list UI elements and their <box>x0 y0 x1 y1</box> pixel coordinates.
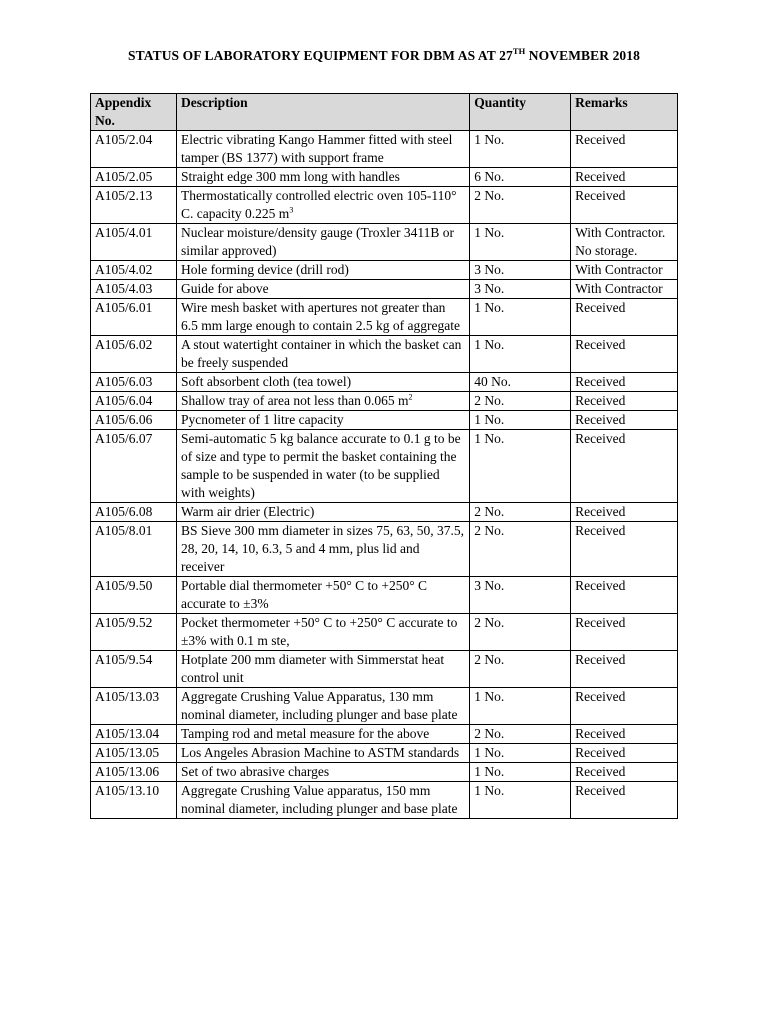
cell-description-text: BS Sieve 300 mm diameter in sizes 75, 63, 50, 37.5, 28, 20, 14, 10, 6.3, 5 and 4 mm, plus lid and receiver <box>180 523 465 574</box>
cell-description <box>176 763 469 782</box>
cell-remarks <box>571 168 678 187</box>
table-row <box>91 688 678 725</box>
cell-remarks-text: Received <box>575 615 626 630</box>
cell-appendix <box>91 373 177 392</box>
cell-remarks <box>571 651 678 688</box>
cell-appendix <box>91 744 177 763</box>
table-row <box>91 614 678 651</box>
cell-quantity <box>470 614 571 651</box>
document-title <box>0 45 768 64</box>
table-row <box>91 261 678 280</box>
cell-quantity-text: 1 No. <box>474 764 505 779</box>
cell-quantity-text: 2 No. <box>474 393 505 408</box>
cell-description-text: Pocket thermometer +50° C to +250° C accurate to ±3% with 0.1 m ste, <box>180 615 458 648</box>
cell-description <box>176 131 469 168</box>
cell-remarks-text: Received <box>575 652 626 667</box>
cell-remarks-text: Received <box>575 169 626 184</box>
cell-remarks <box>571 336 678 373</box>
table-body <box>91 131 678 819</box>
cell-description-text: Tamping rod and metal measure for the above <box>180 726 430 741</box>
cell-quantity-text: 3 No. <box>474 281 505 296</box>
cell-appendix-text: A105/4.01 <box>95 225 153 240</box>
cell-appendix-text: A105/9.54 <box>95 652 153 667</box>
cell-appendix-text: A105/13.06 <box>95 764 160 779</box>
cell-quantity-text: 1 No. <box>474 300 505 315</box>
table-row <box>91 280 678 299</box>
cell-remarks-text: With Contractor. No storage. <box>575 225 666 258</box>
cell-quantity-text: 2 No. <box>474 188 505 203</box>
cell-description <box>176 744 469 763</box>
cell-description-text: Aggregate Crushing Value Apparatus, 130 mm nominal diameter, including plunger and base plate <box>180 689 458 722</box>
cell-remarks-text: Received <box>575 783 626 798</box>
cell-quantity-text: 1 No. <box>474 689 505 704</box>
cell-quantity <box>470 503 571 522</box>
table-row <box>91 187 678 224</box>
cell-remarks <box>571 299 678 336</box>
cell-description <box>176 782 469 819</box>
cell-quantity <box>470 224 571 261</box>
cell-appendix-text: A105/2.13 <box>95 188 153 203</box>
table-header-row <box>91 94 678 131</box>
table-row <box>91 336 678 373</box>
document-title-text: STATUS OF LABORATORY EQUIPMENT FOR DBM AS AT 27 <box>128 48 513 63</box>
cell-remarks-text: Received <box>575 374 626 389</box>
cell-remarks <box>571 725 678 744</box>
cell-quantity <box>470 131 571 168</box>
cell-quantity <box>470 688 571 725</box>
cell-appendix <box>91 392 177 411</box>
cell-appendix-text: A105/13.03 <box>95 689 160 704</box>
cell-remarks-text: Received <box>575 689 626 704</box>
cell-quantity-text: 2 No. <box>474 726 505 741</box>
cell-quantity <box>470 725 571 744</box>
cell-remarks <box>571 763 678 782</box>
cell-quantity-text: 2 No. <box>474 615 505 630</box>
cell-quantity <box>470 411 571 430</box>
header-description: Description <box>176 94 469 131</box>
cell-description <box>176 725 469 744</box>
cell-quantity <box>470 299 571 336</box>
cell-appendix-text: A105/13.10 <box>95 783 160 798</box>
cell-description <box>176 651 469 688</box>
table-row <box>91 430 678 503</box>
table-row <box>91 373 678 392</box>
cell-remarks-text: Received <box>575 504 626 519</box>
cell-appendix <box>91 614 177 651</box>
cell-description-text: Portable dial thermometer +50° C to +250° C accurate to ±3% <box>180 578 428 611</box>
table-row <box>91 299 678 336</box>
cell-appendix <box>91 503 177 522</box>
cell-appendix-text: A105/4.02 <box>95 262 153 277</box>
cell-remarks <box>571 782 678 819</box>
cell-description <box>176 373 469 392</box>
cell-description <box>176 224 469 261</box>
cell-description-text: Shallow tray of area not less than 0.065 m <box>180 393 409 408</box>
cell-description <box>176 168 469 187</box>
header-appendix: Appendix No. <box>91 94 177 131</box>
cell-quantity <box>470 392 571 411</box>
cell-remarks <box>571 503 678 522</box>
cell-description-text: Straight edge 300 mm long with handles <box>180 169 400 184</box>
cell-remarks-text: Received <box>575 745 626 760</box>
cell-remarks <box>571 411 678 430</box>
description-superscript: 2 <box>408 392 413 402</box>
cell-quantity-text: 1 No. <box>474 225 505 240</box>
cell-quantity <box>470 261 571 280</box>
cell-quantity-text: 2 No. <box>474 652 505 667</box>
cell-description <box>176 299 469 336</box>
cell-quantity <box>470 782 571 819</box>
cell-remarks <box>571 614 678 651</box>
document-title-date-text: NOVEMBER 2018 <box>525 48 640 63</box>
cell-remarks <box>571 522 678 577</box>
cell-appendix-text: A105/8.01 <box>95 523 153 538</box>
cell-remarks-text: Received <box>575 337 626 352</box>
cell-quantity <box>470 430 571 503</box>
cell-appendix-text: A105/6.06 <box>95 412 153 427</box>
cell-description <box>176 577 469 614</box>
cell-description-text: Electric vibrating Kango Hammer fitted with steel tamper (BS 1377) with support frame <box>180 132 453 165</box>
table-row <box>91 725 678 744</box>
cell-quantity-text: 1 No. <box>474 745 505 760</box>
cell-description <box>176 336 469 373</box>
cell-remarks <box>571 744 678 763</box>
cell-description-text: Los Angeles Abrasion Machine to ASTM standards <box>180 745 460 760</box>
cell-appendix <box>91 131 177 168</box>
cell-appendix <box>91 299 177 336</box>
cell-appendix <box>91 168 177 187</box>
cell-description <box>176 392 469 411</box>
cell-appendix-text: A105/4.03 <box>95 281 153 296</box>
cell-remarks-text: Received <box>575 132 626 147</box>
cell-appendix-text: A105/6.02 <box>95 337 153 352</box>
table-row <box>91 168 678 187</box>
cell-description-text: A stout watertight container in which the basket can be freely suspended <box>180 337 462 370</box>
cell-appendix-text: A105/6.01 <box>95 300 153 315</box>
cell-description <box>176 503 469 522</box>
cell-quantity-text: 6 No. <box>474 169 505 184</box>
cell-description-text: Nuclear moisture/density gauge (Troxler 3411B or similar approved) <box>180 225 455 258</box>
cell-description <box>176 522 469 577</box>
cell-description-text: Thermostatically controlled electric oven 105-110° C. capacity 0.225 m <box>180 188 457 221</box>
table-row <box>91 522 678 577</box>
cell-appendix-text: A105/2.05 <box>95 169 153 184</box>
header-remarks: Remarks <box>571 94 678 131</box>
cell-appendix <box>91 411 177 430</box>
cell-quantity-text: 1 No. <box>474 337 505 352</box>
cell-quantity <box>470 522 571 577</box>
table-row <box>91 782 678 819</box>
cell-remarks-text: With Contractor <box>575 281 663 296</box>
cell-description <box>176 261 469 280</box>
cell-appendix <box>91 224 177 261</box>
equipment-table <box>90 93 678 819</box>
cell-remarks-text: Received <box>575 431 626 446</box>
cell-quantity <box>470 577 571 614</box>
cell-remarks-text: Received <box>575 523 626 538</box>
cell-description-text: Set of two abrasive charges <box>180 764 330 779</box>
table-row <box>91 411 678 430</box>
description-superscript: 3 <box>289 205 294 215</box>
cell-remarks-text: Received <box>575 412 626 427</box>
cell-remarks-text: Received <box>575 764 626 779</box>
cell-description-text: Hole forming device (drill rod) <box>180 262 349 277</box>
cell-remarks-text: Received <box>575 726 626 741</box>
cell-quantity <box>470 280 571 299</box>
cell-appendix-text: A105/6.07 <box>95 431 153 446</box>
cell-quantity <box>470 187 571 224</box>
cell-quantity-text: 2 No. <box>474 523 505 538</box>
header-quantity: Quantity <box>470 94 571 131</box>
cell-appendix-text: A105/2.04 <box>95 132 153 147</box>
cell-quantity-text: 3 No. <box>474 262 505 277</box>
cell-appendix-text: A105/13.05 <box>95 745 160 760</box>
cell-remarks <box>571 261 678 280</box>
table-row <box>91 577 678 614</box>
cell-appendix <box>91 430 177 503</box>
cell-remarks <box>571 187 678 224</box>
cell-remarks <box>571 224 678 261</box>
document-title-superscript: TH <box>512 45 526 56</box>
cell-remarks <box>571 392 678 411</box>
cell-description-text: Wire mesh basket with apertures not greater than 6.5 mm large enough to contain 2.5 kg of aggregate <box>180 300 461 333</box>
cell-appendix <box>91 336 177 373</box>
cell-description-text: Guide for above <box>180 281 269 296</box>
table-row <box>91 763 678 782</box>
cell-appendix <box>91 261 177 280</box>
cell-quantity <box>470 651 571 688</box>
cell-appendix-text: A105/13.04 <box>95 726 160 741</box>
cell-description-text: Pycnometer of 1 litre capacity <box>180 412 344 427</box>
cell-description <box>176 280 469 299</box>
cell-appendix <box>91 651 177 688</box>
cell-quantity-text: 40 No. <box>474 374 512 389</box>
cell-appendix-text: A105/6.04 <box>95 393 153 408</box>
cell-quantity <box>470 744 571 763</box>
cell-remarks-text: Received <box>575 578 626 593</box>
table-row <box>91 392 678 411</box>
table-row <box>91 224 678 261</box>
cell-remarks <box>571 131 678 168</box>
cell-remarks <box>571 688 678 725</box>
cell-appendix <box>91 187 177 224</box>
cell-quantity-text: 3 No. <box>474 578 505 593</box>
cell-quantity-text: 1 No. <box>474 412 505 427</box>
table-row <box>91 503 678 522</box>
cell-appendix <box>91 763 177 782</box>
cell-description <box>176 688 469 725</box>
cell-quantity-text: 1 No. <box>474 132 505 147</box>
cell-description-text: Warm air drier (Electric) <box>180 504 315 519</box>
cell-quantity-text: 1 No. <box>474 783 505 798</box>
cell-appendix-text: A105/6.08 <box>95 504 153 519</box>
cell-description-text: Hotplate 200 mm diameter with Simmerstat heat control unit <box>180 652 445 685</box>
cell-remarks-text: With Contractor <box>575 262 663 277</box>
cell-appendix <box>91 577 177 614</box>
cell-description <box>176 614 469 651</box>
cell-appendix-text: A105/9.52 <box>95 615 153 630</box>
cell-appendix-text: A105/6.03 <box>95 374 153 389</box>
cell-quantity <box>470 336 571 373</box>
cell-appendix <box>91 280 177 299</box>
table-row <box>91 131 678 168</box>
cell-description-text: Soft absorbent cloth (tea towel) <box>180 374 352 389</box>
cell-remarks-text: Received <box>575 393 626 408</box>
cell-appendix-text: A105/9.50 <box>95 578 153 593</box>
cell-description <box>176 411 469 430</box>
cell-description <box>176 430 469 503</box>
cell-remarks <box>571 430 678 503</box>
cell-remarks <box>571 373 678 392</box>
cell-remarks <box>571 577 678 614</box>
cell-appendix <box>91 782 177 819</box>
cell-appendix <box>91 688 177 725</box>
table-row <box>91 744 678 763</box>
cell-remarks-text: Received <box>575 188 626 203</box>
cell-remarks <box>571 280 678 299</box>
cell-quantity-text: 1 No. <box>474 431 505 446</box>
cell-remarks-text: Received <box>575 300 626 315</box>
cell-appendix <box>91 522 177 577</box>
cell-quantity <box>470 168 571 187</box>
cell-description <box>176 187 469 224</box>
cell-description-text: Semi-automatic 5 kg balance accurate to 0.1 g to be of size and type to permit the basket containing the sample to be suspended in water (to be supplied with weights) <box>180 431 461 500</box>
cell-description-text: Aggregate Crushing Value apparatus, 150 mm nominal diameter, including plunger and base plate <box>180 783 458 816</box>
cell-appendix <box>91 725 177 744</box>
cell-quantity <box>470 373 571 392</box>
table-row <box>91 651 678 688</box>
cell-quantity-text: 2 No. <box>474 504 505 519</box>
cell-quantity <box>470 763 571 782</box>
